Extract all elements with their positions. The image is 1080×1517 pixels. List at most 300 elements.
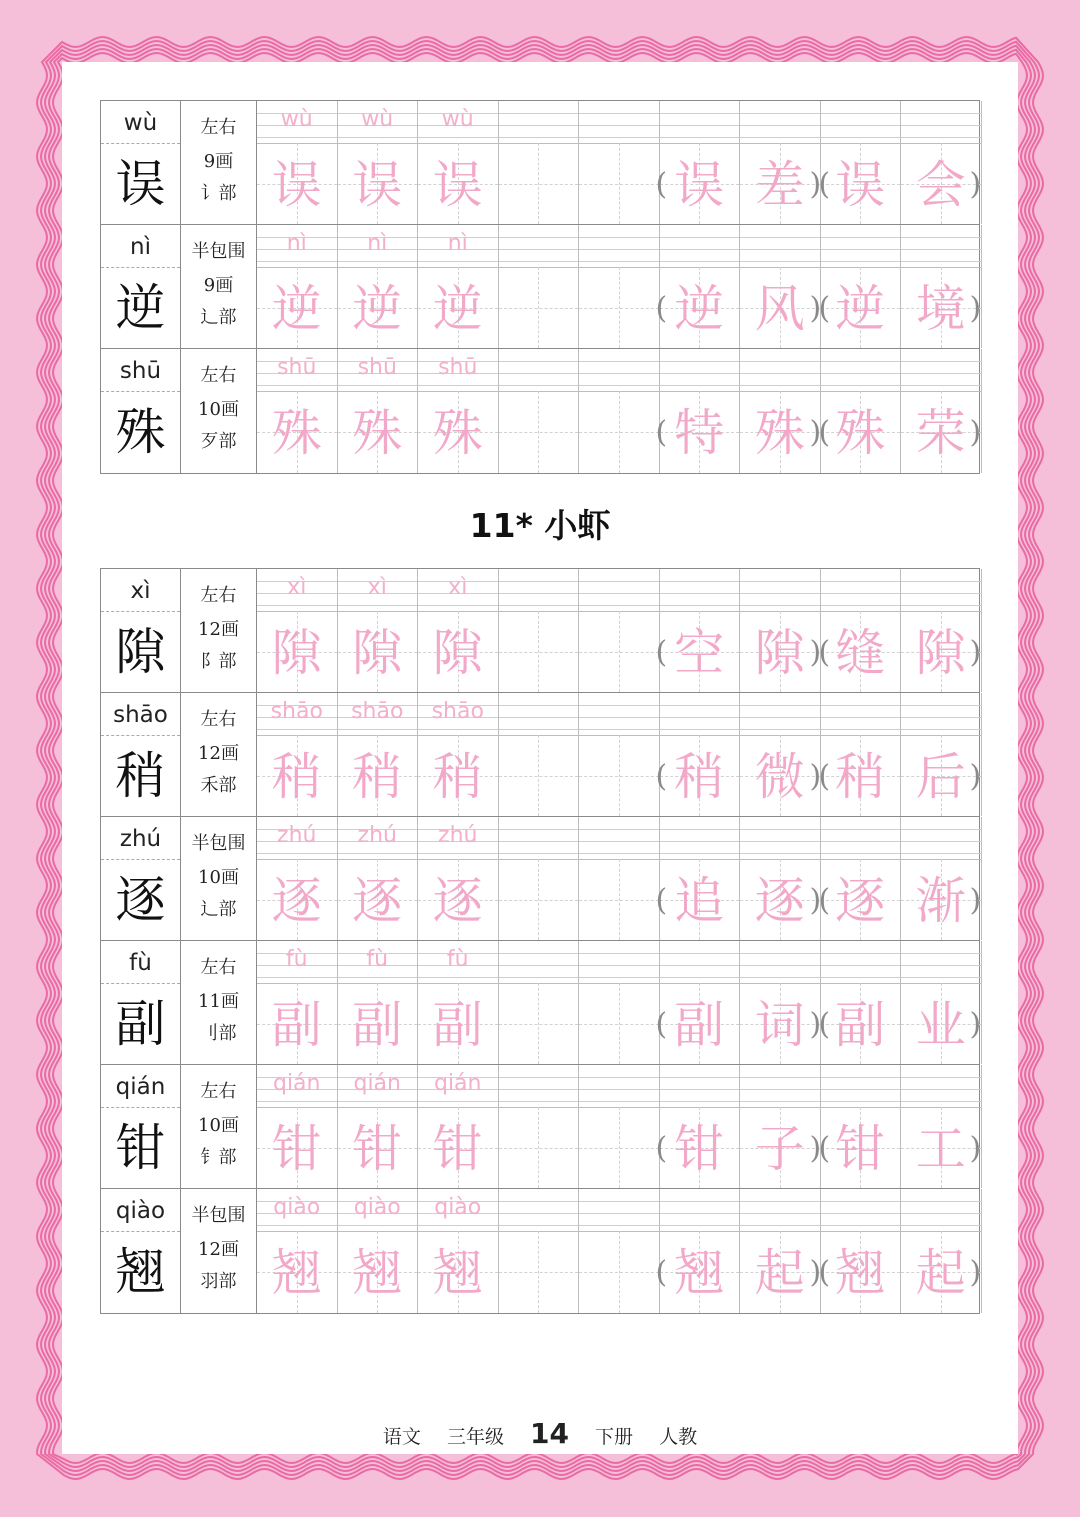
trace-character: 误 (352, 156, 403, 214)
pinyin-writing-lines (660, 101, 740, 143)
structure-label: 半包围 (191, 833, 246, 854)
practice-box (740, 1065, 821, 1188)
radical-label: 刂部 (200, 1023, 237, 1044)
practice-box (579, 101, 660, 224)
pinyin-writing-lines (660, 225, 740, 267)
word-character: 殊 (835, 404, 886, 462)
character-cell (101, 1065, 181, 1188)
word-character: 稍 (835, 748, 886, 806)
stroke-count: 9画 (203, 151, 234, 172)
practice-box (740, 817, 821, 940)
pinyin-writing-lines (660, 817, 740, 859)
pinyin-writing-lines (740, 693, 820, 735)
pinyin-writing-lines (499, 101, 579, 143)
parenthesis: ) (969, 883, 982, 918)
guide-line (579, 432, 659, 433)
guide-line (101, 143, 180, 144)
practice-area (257, 1065, 982, 1188)
trace-character: 钳 (432, 1120, 483, 1178)
pinyin-writing-lines (901, 225, 981, 267)
model-character: 误 (115, 155, 166, 213)
pinyin-writing-lines (499, 1065, 579, 1107)
structure-label: 半包围 (191, 241, 246, 262)
character-row (101, 693, 982, 817)
pinyin-writing-lines (660, 941, 740, 983)
practice-box (338, 1189, 419, 1313)
trace-character: 隙 (432, 624, 483, 682)
character-row (101, 569, 982, 693)
trace-pinyin: shū (438, 355, 478, 380)
pinyin-label: shāo (113, 702, 168, 728)
pinyin-writing-lines (740, 101, 820, 143)
pinyin-writing-lines (740, 941, 820, 983)
pinyin-writing-lines (660, 1065, 740, 1107)
trace-character: 稍 (271, 748, 322, 806)
pinyin-writing-lines (901, 941, 981, 983)
guide-line (101, 859, 180, 860)
trace-pinyin: wù (441, 107, 474, 132)
character-row (101, 941, 982, 1065)
practice-box (740, 225, 821, 348)
pinyin-writing-lines (740, 817, 820, 859)
practice-box (257, 693, 338, 816)
practice-box (418, 1189, 499, 1313)
practice-box (418, 225, 499, 348)
trace-character: 稍 (432, 748, 483, 806)
character-cell (101, 225, 181, 348)
word-character: 钳 (835, 1120, 886, 1178)
trace-pinyin: qián (353, 1071, 401, 1096)
parenthesis: ) (969, 759, 982, 794)
model-character: 逐 (115, 871, 166, 929)
character-cell (101, 1189, 181, 1313)
stroke-count: 11画 (198, 991, 239, 1012)
trace-character: 殊 (432, 404, 483, 462)
word-character: 翘 (674, 1244, 725, 1302)
word-character: 逆 (835, 280, 886, 338)
practice-area (257, 817, 982, 940)
guide-line (499, 308, 579, 309)
structure-label: 半包围 (191, 1205, 246, 1226)
trace-pinyin: xì (367, 575, 387, 600)
trace-pinyin: shāo (270, 699, 323, 724)
practice-box (418, 569, 499, 692)
practice-box (740, 101, 821, 224)
character-cell (101, 101, 181, 224)
character-info (181, 817, 257, 940)
practice-box (579, 349, 660, 473)
pinyin-writing-lines (821, 1189, 901, 1231)
word-character: 起 (754, 1244, 805, 1302)
structure-label: 左右 (200, 365, 237, 386)
stroke-count: 10画 (198, 1115, 239, 1136)
word-character: 副 (835, 996, 886, 1054)
parenthesis: ( (655, 415, 668, 450)
practice-box (660, 349, 741, 473)
parenthesis: ( (655, 1255, 668, 1290)
guide-line (579, 652, 659, 653)
pinyin-label: wù (123, 110, 158, 136)
parenthesis: ( (655, 167, 668, 202)
pinyin-writing-lines (499, 693, 579, 735)
word-character: 追 (674, 872, 725, 930)
word-character: 缝 (835, 624, 886, 682)
word-character: 业 (915, 996, 966, 1054)
stroke-count: 12画 (198, 1239, 239, 1260)
trace-pinyin: qiào (434, 1195, 482, 1220)
word-character: 翘 (835, 1244, 886, 1302)
parenthesis: ) (969, 1255, 982, 1290)
trace-character: 副 (271, 996, 322, 1054)
trace-pinyin: fù (446, 947, 469, 972)
pinyin-writing-lines (901, 569, 981, 611)
word-character: 隙 (915, 624, 966, 682)
parenthesis: ) (809, 1007, 822, 1042)
pinyin-label: zhú (119, 826, 162, 852)
trace-character: 逐 (432, 872, 483, 930)
word-character: 逐 (835, 872, 886, 930)
trace-character: 殊 (271, 404, 322, 462)
trace-pinyin: nì (367, 231, 388, 256)
trace-character: 误 (271, 156, 322, 214)
model-character: 翘 (115, 1243, 166, 1301)
trace-character: 钳 (271, 1120, 322, 1178)
guide-line (579, 184, 659, 185)
trace-character: 副 (432, 996, 483, 1054)
pinyin-writing-lines (579, 941, 659, 983)
radical-label: 辶部 (200, 899, 237, 920)
trace-pinyin: qiào (353, 1195, 401, 1220)
pinyin-writing-lines (821, 1065, 901, 1107)
character-row (101, 1065, 982, 1189)
practice-box (818, 817, 902, 940)
practice-box (740, 941, 821, 1064)
pinyin-writing-lines (821, 569, 901, 611)
word-character: 荣 (915, 404, 966, 462)
practice-box (338, 693, 419, 816)
character-row (101, 817, 982, 941)
footer-grade: 三年级 (446, 1426, 504, 1448)
trace-pinyin: nì (286, 231, 307, 256)
practice-box (818, 569, 902, 692)
parenthesis: ( (655, 1007, 668, 1042)
pinyin-writing-lines (660, 349, 740, 391)
trace-pinyin: qiào (273, 1195, 321, 1220)
practice-box (660, 693, 741, 816)
practice-box (579, 569, 660, 692)
pinyin-writing-lines (579, 693, 659, 735)
guide-line (101, 983, 180, 984)
character-cell (101, 941, 181, 1064)
practice-box (418, 817, 499, 940)
word-character: 会 (915, 156, 966, 214)
trace-character: 误 (432, 156, 483, 214)
practice-box (499, 1189, 580, 1313)
practice-box (579, 1189, 660, 1313)
character-info (181, 693, 257, 816)
parenthesis: ) (809, 1255, 822, 1290)
word-character: 词 (754, 996, 805, 1054)
parenthesis: ( (818, 1007, 831, 1042)
practice-box (818, 101, 902, 224)
pinyin-writing-lines (579, 349, 659, 391)
practice-box (740, 569, 821, 692)
word-character: 渐 (915, 872, 966, 930)
pinyin-writing-lines (740, 349, 820, 391)
trace-character: 逆 (432, 280, 483, 338)
trace-pinyin: shāo (351, 699, 404, 724)
practice-box (499, 941, 580, 1064)
parenthesis: ( (655, 291, 668, 326)
practice-box (660, 569, 741, 692)
practice-box (499, 693, 580, 816)
parenthesis: ) (969, 1007, 982, 1042)
practice-area (257, 225, 982, 348)
trace-character: 翘 (271, 1244, 322, 1302)
pinyin-writing-lines (499, 225, 579, 267)
pinyin-writing-lines (660, 569, 740, 611)
practice-box (818, 693, 902, 816)
guide-line (499, 900, 579, 901)
practice-box (257, 941, 338, 1064)
parenthesis: ) (809, 883, 822, 918)
parenthesis: ) (809, 635, 822, 670)
parenthesis: ( (818, 167, 831, 202)
model-character: 逆 (115, 279, 166, 337)
pinyin-writing-lines (821, 941, 901, 983)
practice-box (257, 101, 338, 224)
trace-pinyin: wù (280, 107, 313, 132)
pinyin-writing-lines (740, 1189, 820, 1231)
practice-box (257, 817, 338, 940)
practice-box (740, 349, 821, 473)
character-info (181, 225, 257, 348)
trace-character: 副 (352, 996, 403, 1054)
structure-label: 左右 (200, 1081, 237, 1102)
parenthesis: ( (655, 1131, 668, 1166)
guide-line (579, 776, 659, 777)
parenthesis: ) (809, 415, 822, 450)
trace-character: 翘 (352, 1244, 403, 1302)
parenthesis: ) (809, 167, 822, 202)
character-info (181, 1189, 257, 1313)
character-cell (101, 817, 181, 940)
practice-box (499, 101, 580, 224)
trace-pinyin: xì (448, 575, 468, 600)
trace-character: 翘 (432, 1244, 483, 1302)
word-character: 误 (835, 156, 886, 214)
word-character: 逐 (754, 872, 805, 930)
footer-publisher: 人教 (659, 1426, 698, 1448)
word-character: 误 (674, 156, 725, 214)
parenthesis: ) (969, 1131, 982, 1166)
guide-line (579, 308, 659, 309)
trace-pinyin: fù (285, 947, 308, 972)
word-character: 起 (915, 1244, 966, 1302)
radical-label: 讠部 (200, 183, 237, 204)
practice-box (418, 1065, 499, 1188)
word-character: 空 (674, 624, 725, 682)
parenthesis: ) (809, 759, 822, 794)
pinyin-writing-lines (499, 569, 579, 611)
trace-character: 殊 (352, 404, 403, 462)
stroke-count: 10画 (198, 867, 239, 888)
word-character: 差 (754, 156, 805, 214)
character-cell (101, 693, 181, 816)
practice-box (660, 941, 741, 1064)
parenthesis: ( (818, 1255, 831, 1290)
page-number: 14 (530, 1417, 569, 1450)
character-row (101, 225, 982, 349)
pinyin-writing-lines (901, 101, 981, 143)
practice-box (740, 1189, 821, 1313)
radical-label: 钅部 (200, 1147, 237, 1168)
pinyin-writing-lines (740, 225, 820, 267)
practice-box (499, 569, 580, 692)
practice-area (257, 693, 982, 816)
trace-pinyin: qián (433, 1071, 482, 1096)
practice-box (740, 693, 821, 816)
practice-grid-top (100, 100, 980, 474)
practice-box (257, 1065, 338, 1188)
pinyin-writing-lines (579, 225, 659, 267)
footer-volume: 下册 (595, 1426, 634, 1448)
guide-line (579, 1272, 659, 1273)
practice-box (579, 225, 660, 348)
word-character: 钳 (674, 1120, 725, 1178)
model-character: 副 (115, 995, 166, 1053)
pinyin-writing-lines (901, 817, 981, 859)
pinyin-writing-lines (579, 569, 659, 611)
parenthesis: ) (809, 1131, 822, 1166)
trace-character: 逆 (271, 280, 322, 338)
parenthesis: ) (809, 291, 822, 326)
practice-box (818, 1189, 902, 1313)
practice-box (660, 225, 741, 348)
trace-pinyin: zhú (438, 823, 478, 848)
practice-area (257, 569, 982, 692)
character-info (181, 349, 257, 473)
parenthesis: ( (818, 291, 831, 326)
practice-box (579, 693, 660, 816)
practice-box (257, 349, 338, 473)
character-info (181, 569, 257, 692)
word-character: 殊 (754, 404, 805, 462)
character-info (181, 1065, 257, 1188)
pinyin-writing-lines (579, 1065, 659, 1107)
practice-box (818, 349, 902, 473)
trace-pinyin: shū (357, 355, 397, 380)
practice-box (257, 1189, 338, 1313)
guide-line (579, 900, 659, 901)
pinyin-label: shū (119, 358, 162, 384)
pinyin-label: nì (130, 234, 151, 260)
guide-line (101, 735, 180, 736)
trace-pinyin: wù (361, 107, 394, 132)
character-cell (101, 569, 181, 692)
pinyin-writing-lines (579, 101, 659, 143)
structure-label: 左右 (200, 709, 237, 730)
practice-box (338, 941, 419, 1064)
word-character: 微 (754, 748, 805, 806)
word-character: 子 (754, 1120, 805, 1178)
word-character: 稍 (674, 748, 725, 806)
practice-box (499, 1065, 580, 1188)
pinyin-writing-lines (660, 1189, 740, 1231)
pinyin-writing-lines (821, 693, 901, 735)
practice-box (257, 569, 338, 692)
character-info (181, 941, 257, 1064)
practice-box (418, 101, 499, 224)
pinyin-writing-lines (499, 1189, 579, 1231)
character-row (101, 349, 982, 473)
radical-label: 禾部 (200, 775, 237, 796)
practice-area (257, 101, 982, 224)
pinyin-writing-lines (821, 349, 901, 391)
guide-line (101, 267, 180, 268)
practice-box (818, 225, 902, 348)
word-character: 境 (915, 280, 966, 338)
footer-subject: 语文 (382, 1426, 421, 1448)
pinyin-writing-lines (740, 1065, 820, 1107)
guide-line (499, 776, 579, 777)
trace-pinyin: shū (277, 355, 317, 380)
pinyin-writing-lines (660, 693, 740, 735)
trace-pinyin: zhú (357, 823, 397, 848)
guide-line (579, 1024, 659, 1025)
guide-line (499, 432, 579, 433)
pinyin-writing-lines (901, 1189, 981, 1231)
parenthesis: ( (818, 759, 831, 794)
practice-area (257, 1189, 982, 1313)
pinyin-label: qiào (115, 1198, 166, 1224)
guide-line (499, 184, 579, 185)
practice-box (338, 225, 419, 348)
practice-area (257, 349, 982, 473)
stroke-count: 10画 (198, 399, 239, 420)
practice-box (660, 1189, 741, 1313)
guide-line (499, 1024, 579, 1025)
practice-box (579, 941, 660, 1064)
trace-pinyin: shāo (431, 699, 484, 724)
trace-character: 稍 (352, 748, 403, 806)
parenthesis: ( (818, 1131, 831, 1166)
practice-box (418, 693, 499, 816)
practice-box (579, 1065, 660, 1188)
character-row (101, 101, 982, 225)
practice-box (579, 817, 660, 940)
practice-box (338, 569, 419, 692)
practice-box (418, 349, 499, 473)
parenthesis: ( (655, 759, 668, 794)
stroke-count: 12画 (198, 743, 239, 764)
parenthesis: ) (969, 291, 982, 326)
pinyin-writing-lines (499, 817, 579, 859)
model-character: 稍 (115, 747, 166, 805)
radical-label: 羽部 (200, 1271, 237, 1292)
trace-pinyin: zhú (277, 823, 317, 848)
word-character: 逆 (674, 280, 725, 338)
model-character: 殊 (115, 403, 166, 461)
practice-box (418, 941, 499, 1064)
pinyin-writing-lines (579, 1189, 659, 1231)
pinyin-writing-lines (499, 941, 579, 983)
parenthesis: ( (818, 883, 831, 918)
character-cell (101, 349, 181, 473)
guide-line (101, 391, 180, 392)
model-character: 隙 (115, 623, 166, 681)
trace-pinyin: nì (447, 231, 468, 256)
